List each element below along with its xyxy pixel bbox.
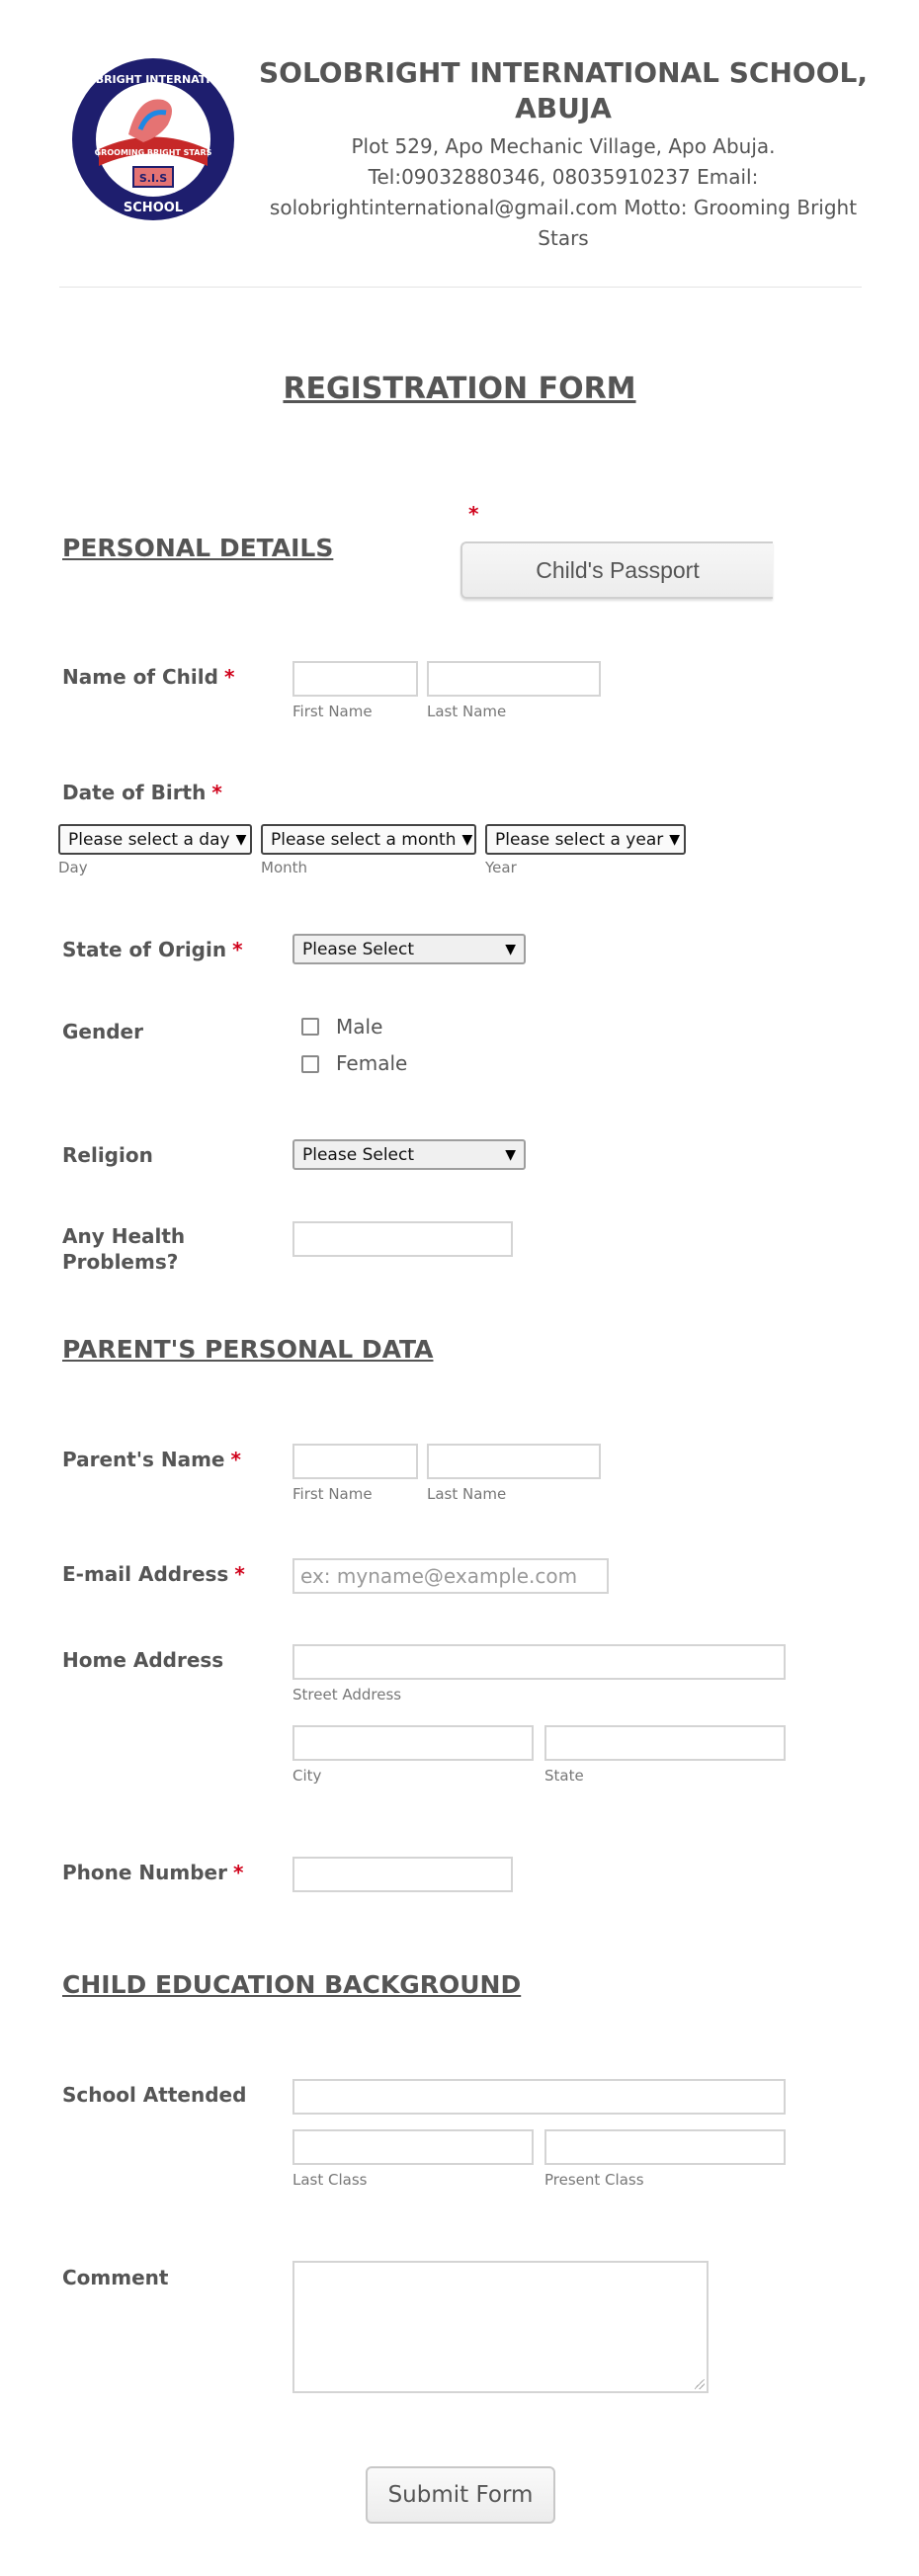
gender-female-checkbox[interactable]: [301, 1055, 319, 1073]
religion-select[interactable]: [292, 1139, 526, 1170]
dob-year-select[interactable]: [485, 824, 686, 855]
child-first-name-sublabel: First Name: [292, 703, 373, 720]
chevron-down-icon: ▼: [505, 941, 516, 957]
health-problems-input[interactable]: [292, 1221, 513, 1257]
email-input[interactable]: ex: myname@example.com: [292, 1558, 609, 1594]
required-mark: *: [211, 781, 222, 804]
city-sublabel: City: [292, 1767, 322, 1785]
present-class-sublabel: Present Class: [544, 2171, 644, 2189]
school-attended-label: School Attended: [62, 2083, 247, 2107]
chevron-down-icon: ▼: [669, 831, 681, 848]
logo-motto-text: GROOMING BRIGHT STARS: [94, 148, 212, 157]
state-input[interactable]: [544, 1725, 786, 1761]
dob-month-select-value: Please select a month: [271, 829, 457, 850]
parent-last-name-sublabel: Last Name: [427, 1485, 507, 1503]
logo-bottom-text: SCHOOL: [123, 201, 184, 215]
school-logo: [69, 55, 237, 223]
chevron-down-icon: ▼: [505, 1146, 516, 1163]
gender-label: Gender: [62, 1020, 143, 1043]
header-divider: [59, 287, 862, 288]
chevron-down-icon: ▼: [235, 831, 247, 848]
school-address: Plot 529, Apo Mechanic Village, Apo Abuja.: [351, 134, 776, 158]
state-origin-label-text: State of Origin: [62, 938, 227, 961]
last-class-sublabel: Last Class: [292, 2171, 368, 2189]
child-name-label-text: Name of Child: [62, 665, 218, 689]
parent-name-label: [62, 1447, 241, 1472]
required-mark: *: [230, 1448, 241, 1471]
health-problems-label: Any Health Problems?: [62, 1224, 186, 1274]
street-address-input[interactable]: [292, 1644, 786, 1680]
dob-year-sublabel: Year: [485, 859, 517, 876]
resize-handle-icon[interactable]: [695, 2379, 705, 2389]
passport-required-mark: *: [468, 502, 479, 526]
phone-number-label-text: Phone Number: [62, 1861, 227, 1884]
dob-month-sublabel: Month: [261, 859, 308, 876]
logo-top-text: SOLOBRIGHT INTERNATIONAL: [69, 73, 237, 86]
dob-label-text: Date of Birth: [62, 781, 207, 804]
child-last-name-sublabel: Last Name: [427, 703, 507, 720]
phone-number-label: [62, 1860, 243, 1885]
school-info: [257, 131, 870, 254]
phone-number-input[interactable]: [292, 1857, 513, 1892]
gender-male-label: Male: [336, 1015, 383, 1039]
comment-label: Comment: [62, 2266, 169, 2289]
child-last-name-input[interactable]: [427, 661, 601, 697]
state-origin-label: [62, 937, 243, 962]
required-mark: *: [232, 1861, 244, 1884]
religion-select-value: Please Select: [302, 1144, 415, 1165]
section-parent-data: PARENT'S PERSONAL DATA: [62, 1335, 434, 1364]
child-name-label: [62, 664, 234, 690]
comment-textarea[interactable]: [292, 2261, 709, 2393]
childs-passport-upload-button[interactable]: Child's Passport: [460, 541, 773, 599]
state-origin-select[interactable]: [292, 934, 526, 964]
gender-male-checkbox[interactable]: [301, 1018, 319, 1036]
dob-year-select-value: Please select a year: [495, 829, 664, 850]
school-contact: Tel:09032880346, 08035910237 Email: solobrightinternational@gmail.com Motto: Grooming Bright Stars: [269, 165, 858, 250]
form-title: REGISTRATION FORM: [283, 372, 636, 406]
street-address-sublabel: Street Address: [292, 1686, 402, 1703]
present-class-input[interactable]: [544, 2129, 786, 2165]
dob-day-sublabel: Day: [58, 859, 88, 876]
chevron-down-icon: ▼: [461, 831, 473, 848]
required-mark: *: [223, 665, 235, 689]
state-sublabel: State: [544, 1767, 584, 1785]
religion-label: Religion: [62, 1143, 153, 1167]
dob-month-select[interactable]: [261, 824, 476, 855]
dob-day-select[interactable]: [58, 824, 252, 855]
logo-badge-text: S.I.S: [138, 172, 168, 185]
parent-last-name-input[interactable]: [427, 1444, 601, 1479]
state-origin-select-value: Please Select: [302, 939, 415, 959]
home-address-label: Home Address: [62, 1648, 224, 1672]
school-attended-input[interactable]: [292, 2079, 786, 2115]
parent-name-label-text: Parent's Name: [62, 1448, 225, 1471]
required-mark: *: [234, 1562, 245, 1586]
email-label: [62, 1561, 245, 1587]
school-name: SOLOBRIGHT INTERNATIONAL SCHOOL, ABUJA: [258, 56, 868, 125]
dob-day-select-value: Please select a day: [68, 829, 230, 850]
parent-first-name-sublabel: First Name: [292, 1485, 373, 1503]
required-mark: *: [232, 938, 243, 961]
section-education-background: CHILD EDUCATION BACKGROUND: [62, 1970, 522, 1999]
submit-form-button[interactable]: Submit Form: [366, 2466, 555, 2524]
city-input[interactable]: [292, 1725, 534, 1761]
child-first-name-input[interactable]: [292, 661, 418, 697]
last-class-input[interactable]: [292, 2129, 534, 2165]
dob-label: [62, 780, 222, 805]
parent-first-name-input[interactable]: [292, 1444, 418, 1479]
email-label-text: E-mail Address: [62, 1562, 229, 1586]
section-personal-details: PERSONAL DETAILS: [62, 534, 334, 562]
gender-female-label: Female: [336, 1051, 408, 1075]
